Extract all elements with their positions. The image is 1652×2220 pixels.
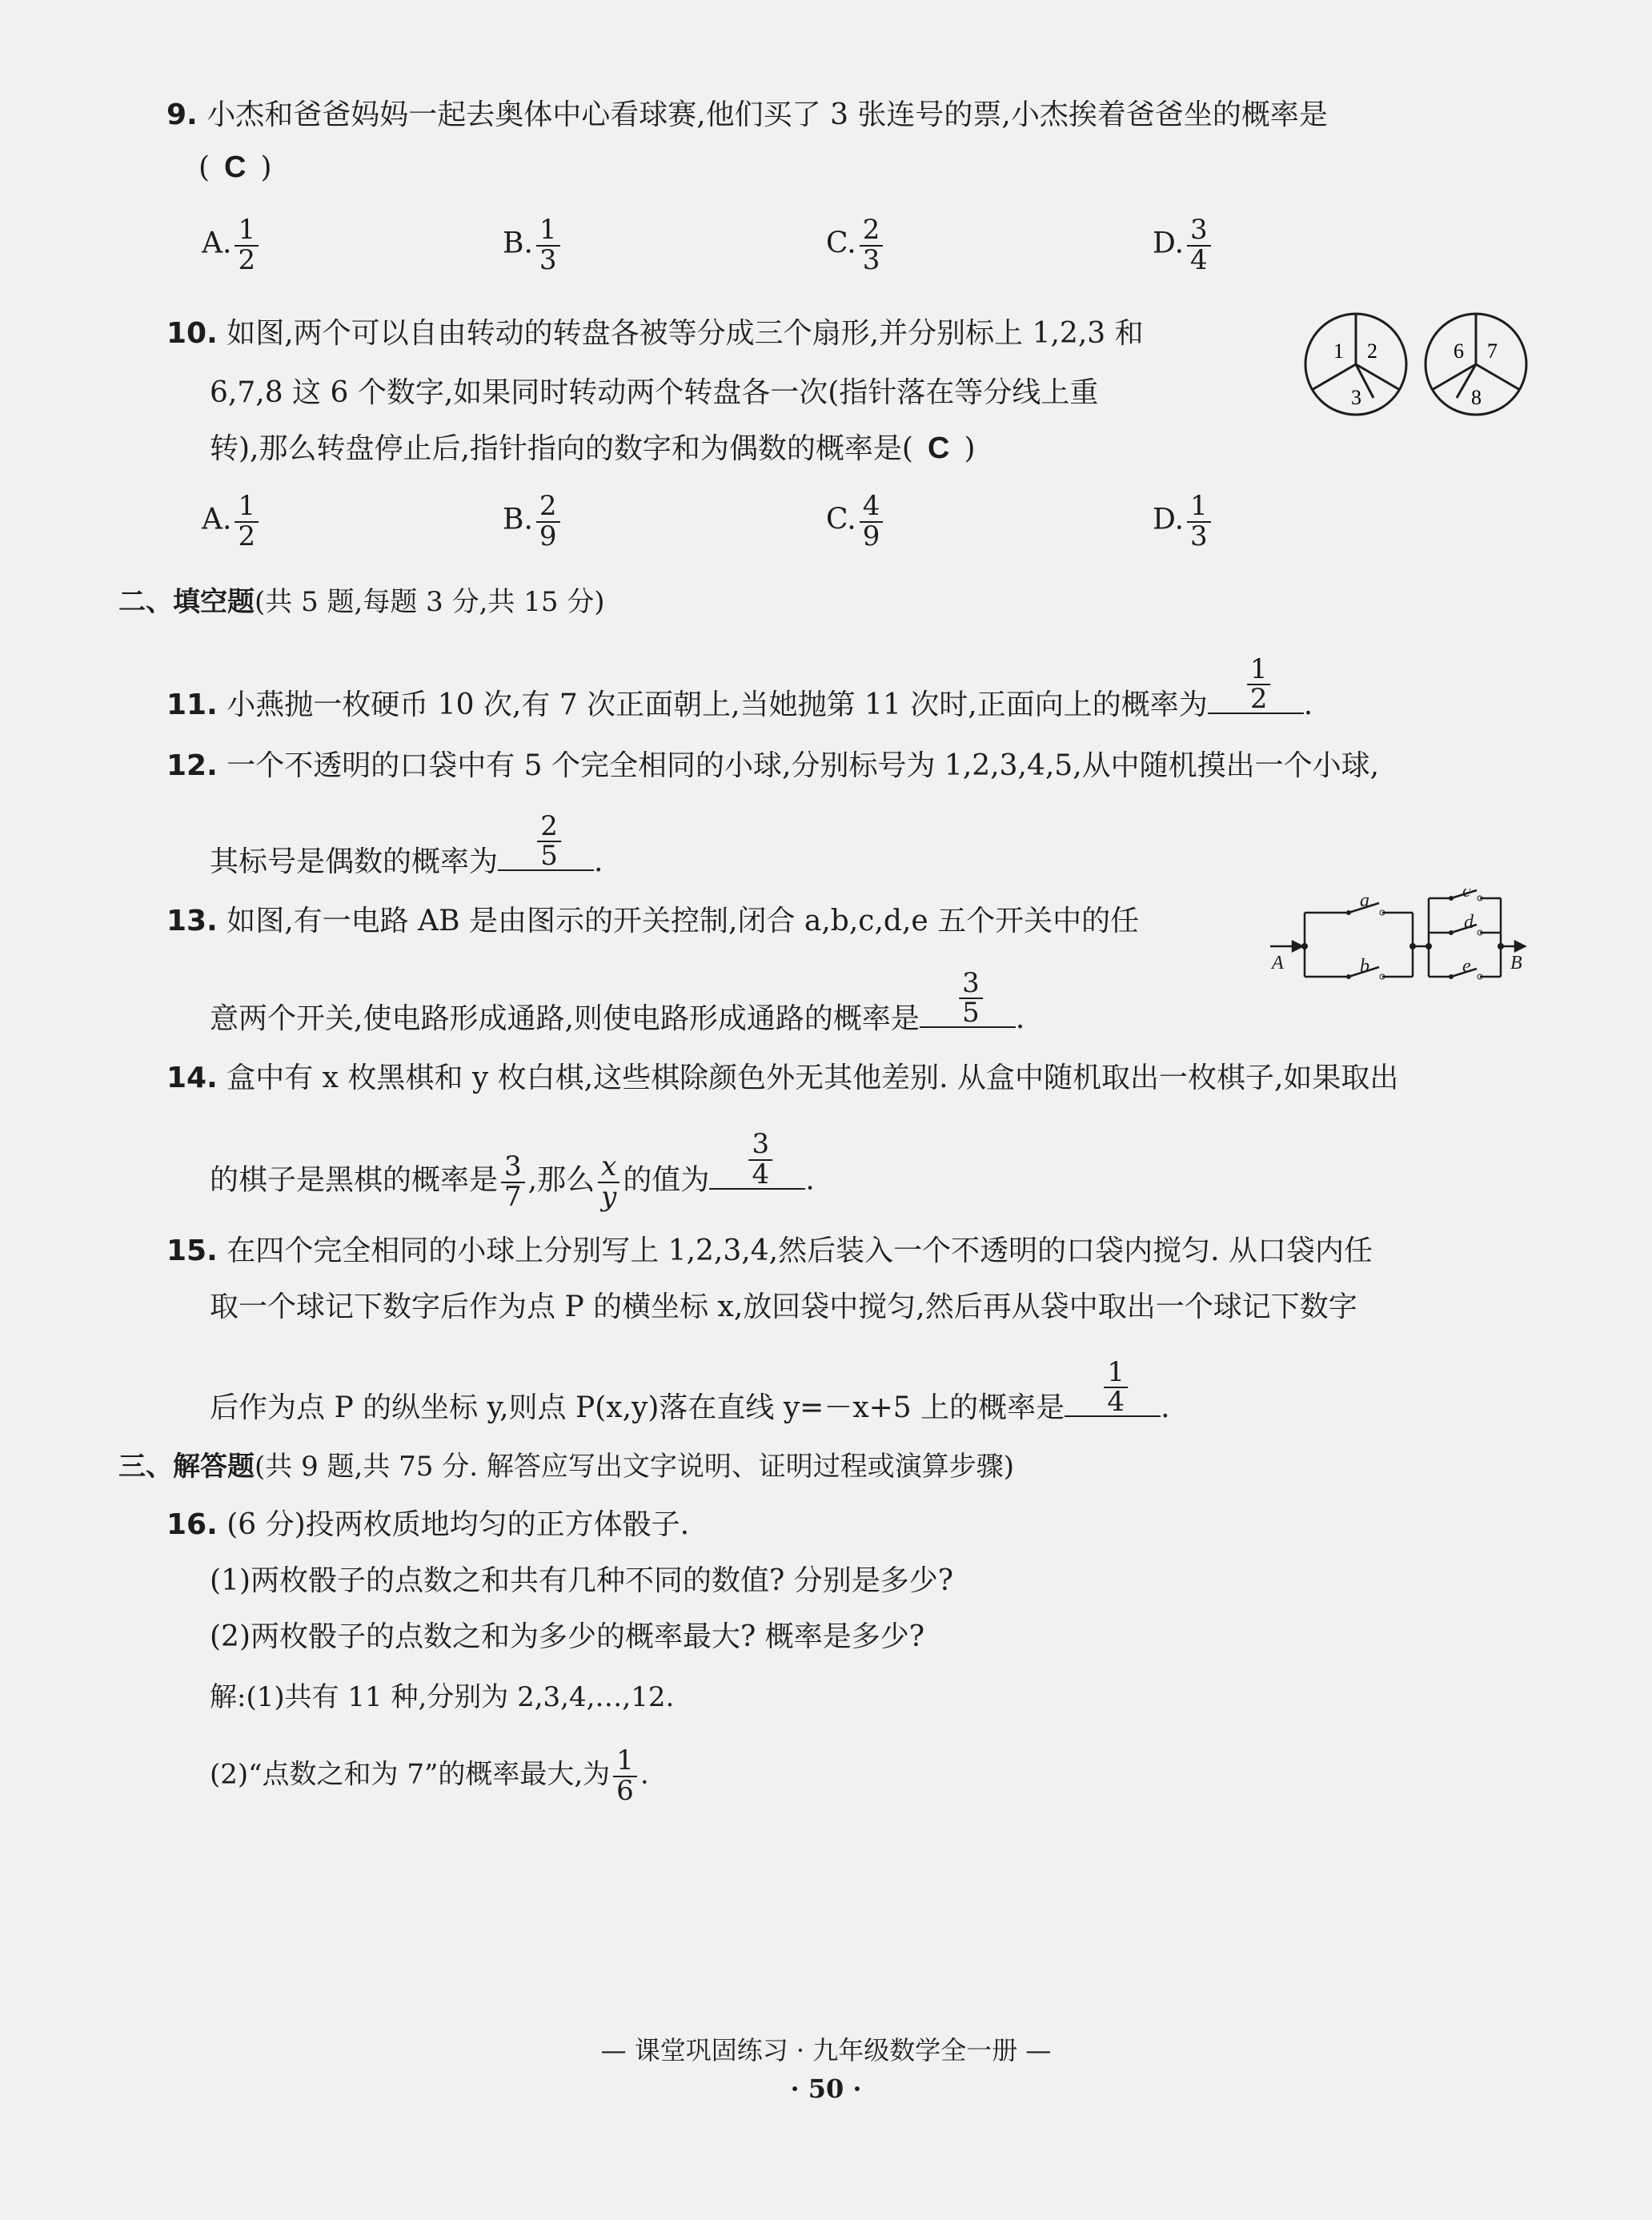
svg-text:2: 2 — [1367, 339, 1377, 363]
q11-answer-blank: $\frac{1}{2}$ — [1208, 685, 1304, 714]
q9-stem: 9. 小杰和爸爸妈妈一起去奥体中心看球赛,他们买了 3 张连号的票,小杰挨着爸爸坐的概率是 — [166, 98, 1328, 131]
q10-line1: 10. 如图,两个可以自由转动的转盘各被等分成三个扇形,并分别标上 1,2,3 和 — [166, 317, 1144, 350]
q9-answer: C — [224, 151, 247, 184]
q16-answer1: 解:(1)共有 11 种,分别为 2,3,4,…,12. — [210, 1681, 675, 1713]
svg-text:7: 7 — [1487, 339, 1498, 363]
q14-line2: 的棋子是黑棋的概率是 $\frac{3}{7}$ ,那么 $\frac{x}{y}$ 的值为 $\frac{3}{4}$ . — [210, 1128, 815, 1213]
page-number: · 50 · — [790, 2073, 862, 2104]
q12-line2: 其标号是偶数的概率为 $\frac{2}{5}$ . — [210, 809, 603, 878]
spinner-1 — [1305, 314, 1406, 415]
q13-line2: 意两个开关,使电路形成通路,则使电路形成通路的概率是 $\frac{3}{5}$ . — [210, 966, 1025, 1035]
q10-line3: 转),那么转盘停止后,指针指向的数字和为偶数的概率是( C ) — [210, 432, 976, 465]
q15-line1: 15. 在四个完全相同的小球上分别写上 1,2,3,4,然后装入一个不透明的口袋内搅匀. 从口袋内任 — [166, 1234, 1373, 1267]
q10-line2: 6,7,8 这 6 个数字,如果同时转动两个转盘各一次(指针落在等分线上重 — [210, 376, 1099, 409]
q9-option-b: B. $\frac{1}{3}$ — [503, 216, 563, 275]
q9-option-c: C. $\frac{2}{3}$ — [826, 216, 886, 275]
q10-option-c: C. $\frac{4}{9}$ — [826, 492, 886, 551]
svg-text:3: 3 — [1351, 386, 1361, 409]
q15-line3: 后作为点 P 的纵坐标 y,则点 P(x,y)落在直线 y=－x+5 上的概率是 $\frac{1}{4}$ . — [210, 1355, 1170, 1424]
q13-answer-blank: $\frac{3}{5}$ — [920, 999, 1016, 1028]
q16-stem: 16. (6 分)投两枚质地均匀的正方体骰子. — [166, 1508, 690, 1541]
q10-option-b: B. $\frac{2}{9}$ — [503, 492, 563, 551]
q15-answer-blank: $\frac{1}{4}$ — [1065, 1388, 1161, 1417]
q16-answer2: (2)“点数之和为 7”的概率最大,为 $\frac{1}{6}$ . — [210, 1744, 649, 1807]
q10-option-a: A. $\frac{1}{2}$ — [202, 492, 262, 551]
q12-answer-blank: $\frac{2}{5}$ — [498, 842, 594, 871]
svg-text:6: 6 — [1454, 339, 1464, 363]
q12-line1: 12. 一个不透明的口袋中有 5 个完全相同的小球,分别标号为 1,2,3,4,5,从中随机摸出一个小球, — [166, 749, 1380, 782]
q10-option-d: D. $\frac{1}{3}$ — [1153, 492, 1214, 551]
spinner-2 — [1425, 314, 1526, 415]
q14-line1: 14. 盒中有 x 枚黑棋和 y 枚白棋,这些棋除颜色外无其他差别. 从盒中随机取出一枚棋子,如果取出 — [166, 1062, 1399, 1094]
svg-text:d: d — [1464, 912, 1474, 933]
q14-answer-blank: $\frac{3}{4}$ — [709, 1161, 805, 1190]
q16-part1: (1)两枚骰子的点数之和共有几种不同的数值? 分别是多少? — [210, 1564, 954, 1597]
svg-text:B: B — [1510, 953, 1522, 974]
svg-text:b: b — [1360, 956, 1369, 977]
svg-text:a: a — [1360, 890, 1369, 911]
section-solve-title: 三、解答题(共 9 题,共 75 分. 解答应写出文字说明、证明过程或演算步骤) — [118, 1451, 1015, 1483]
q9-option-d: D. $\frac{3}{4}$ — [1153, 216, 1214, 275]
q15-line2: 取一个球记下数字后作为点 P 的横坐标 x,放回袋中搅匀,然后再从袋中取出一个球记下数字 — [210, 1291, 1357, 1323]
svg-text:A: A — [1272, 953, 1284, 974]
circuit-diagram — [1261, 889, 1533, 985]
spinners-figure — [1297, 308, 1537, 420]
svg-text:1: 1 — [1333, 339, 1344, 363]
q9-answer-bracket: ( C ) — [198, 151, 272, 184]
svg-text:8: 8 — [1471, 386, 1482, 409]
svg-text:c: c — [1462, 889, 1471, 901]
q13-line1: 13. 如图,有一电路 AB 是由图示的开关控制,闭合 a,b,c,d,e 五个开关中的任 — [166, 905, 1140, 937]
q16-part2: (2)两枚骰子的点数之和为多少的概率最大? 概率是多少? — [210, 1620, 925, 1653]
section-fill-in-title: 二、填空题(共 5 题,每题 3 分,共 15 分) — [118, 586, 605, 618]
q10-answer: C — [927, 432, 950, 465]
q9-option-a: A. $\frac{1}{2}$ — [202, 216, 262, 275]
footer-book-title: — 课堂巩固练习 · 九年级数学全一册 — — [600, 2035, 1052, 2065]
q11: 11. 小燕抛一枚硬币 10 次,有 7 次正面朝上,当她抛第 11 次时,正面向上的概率为 $\frac{1}{2}$ . — [166, 652, 1313, 721]
svg-text:e: e — [1462, 956, 1471, 977]
